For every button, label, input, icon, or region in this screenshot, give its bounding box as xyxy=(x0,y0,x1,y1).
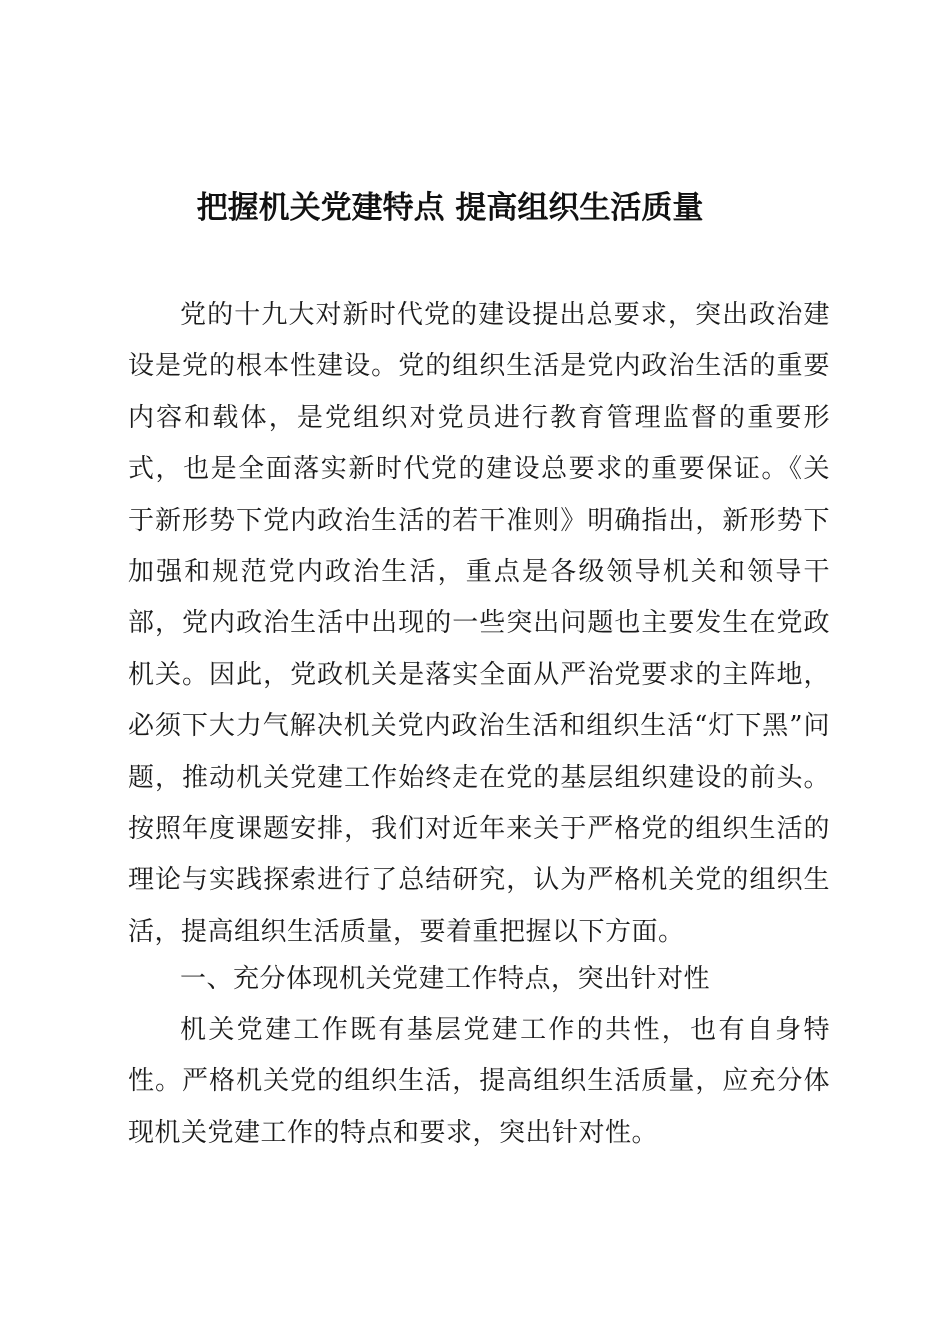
document-title: 把握机关党建特点 提高组织生活质量 xyxy=(196,190,704,226)
section-heading-1: 一、充分体现机关党建工作特点，突出针对性 xyxy=(180,964,711,994)
body-paragraph-1: 党的十九大对新时代党的建设提出总要求，突出政治建设是党的根本性建设。党的组织生活是党内政治生活的重要内容和载体，是党组织对党员进行教育管理监督的重要形式，也是全面落实新时代党的建设总要求的重要保证。《关于新形势下党内政治生活的若干准则》明确指出，新形势下加强和规范党内政治生活，重点是各级领导机关和领导干部，党内政治生活中出现的一些突出问题也主要发生在党政机关。因此，党政机关是落实全面从严治党要求的主阵地，必须下大力气解决机关党内政治生活和组织生活“灯下黑”问题，推动机关党建工作始终走在党的基层组织建设的前头。按照年度课题安排，我们对近年来关于严格党的组织生活的理论与实践探索进行了总结研究，认为严格机关党的组织生活，提高组织生活质量，要着重把握以下方面。 xyxy=(128,300,830,947)
body-paragraph-2: 机关党建工作既有基层党建工作的共性，也有自身特性。严格机关党的组织生活，提高组织生活质量，应充分体现机关党建工作的特点和要求，突出针对性。 xyxy=(128,1015,830,1148)
